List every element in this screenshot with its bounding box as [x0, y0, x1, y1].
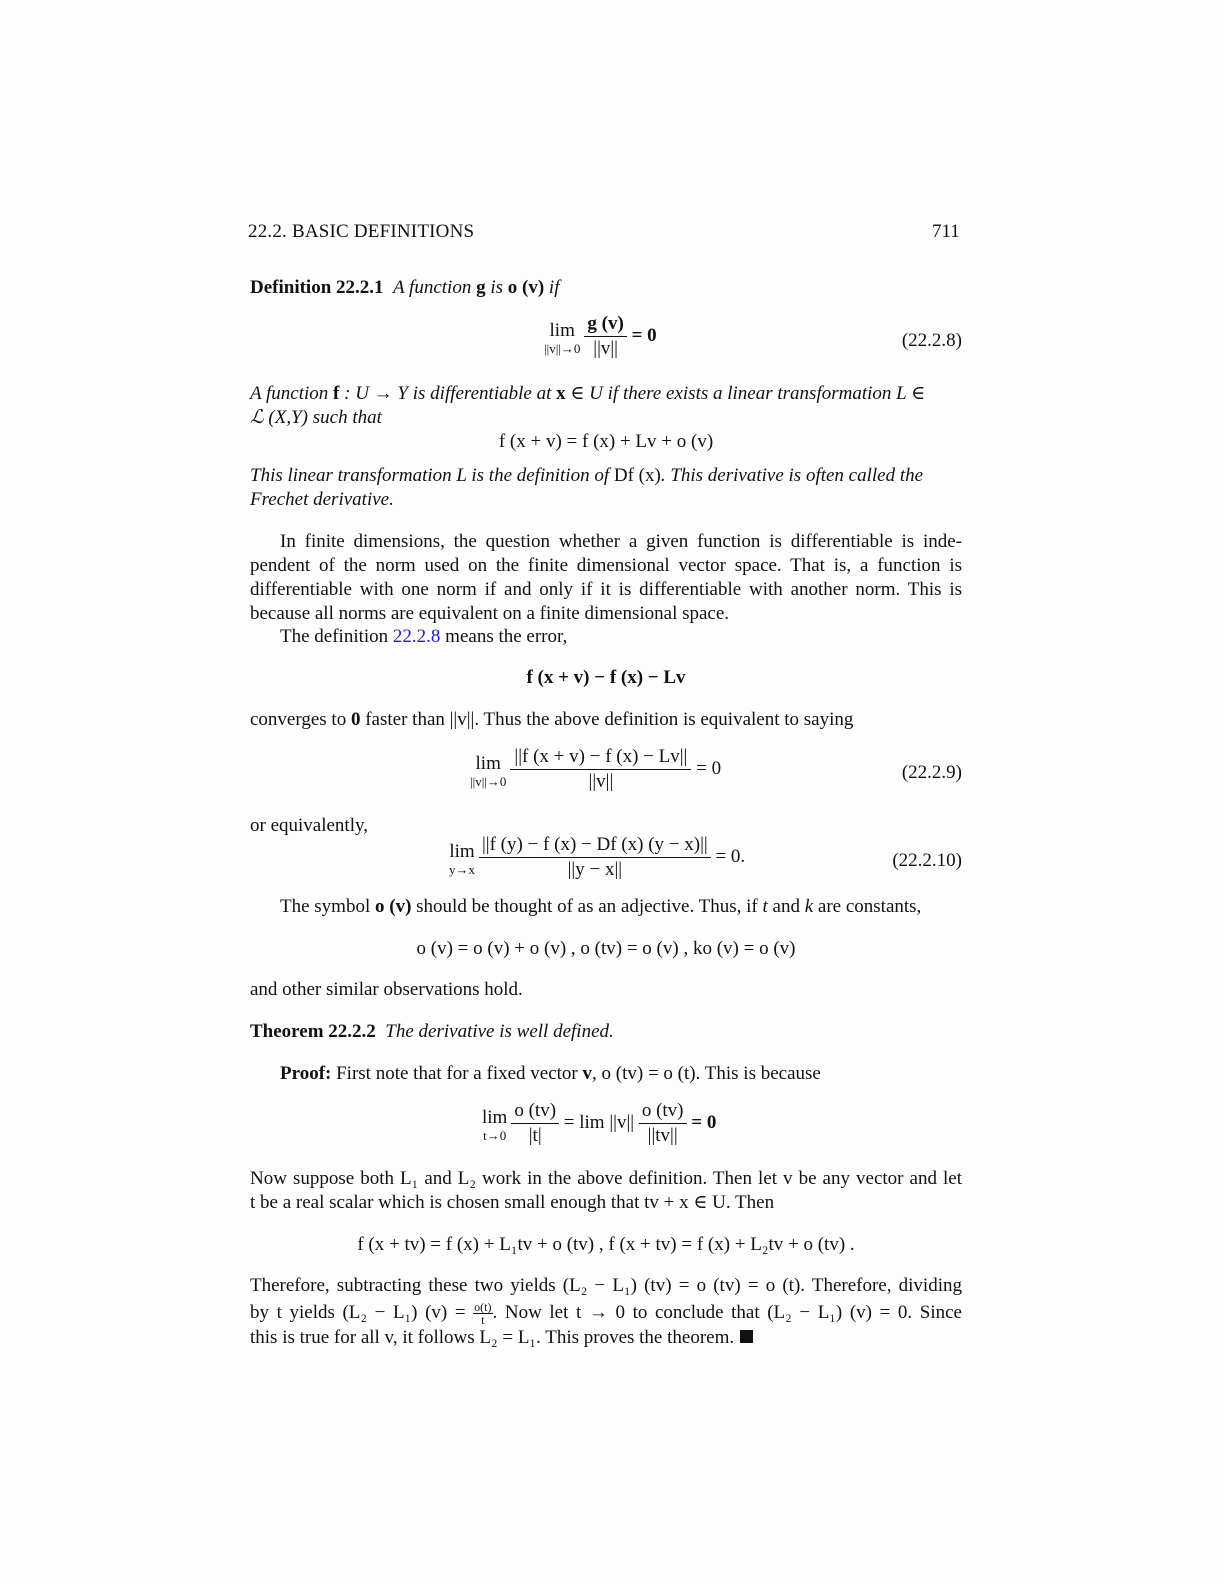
differentiability-equation: f (x + v) = f (x) + Lv + o (v)	[498, 431, 714, 452]
paragraph-line: this is true for all v, it follows L₂ = L₁. This proves the theorem.	[250, 1326, 962, 1350]
equation-number-22-2-8: (22.2.8)	[901, 330, 962, 351]
definition-label: Definition 22.2.1	[250, 277, 384, 298]
running-header: 22.2. BASIC DEFINITIONS	[248, 221, 475, 242]
two-derivatives-equation: f (x + tv) = f (x) + L₁tv + o (tv) , f (x + tv) = f (x) + L₂tv + o (tv) .	[357, 1234, 855, 1255]
error-expression: f (x + v) − f (x) − Lv	[526, 667, 686, 688]
paragraph-line: Now suppose both L₁ and L₂ work in the above definition. Then let v be any vector and let	[250, 1168, 962, 1189]
paragraph-line: and other similar observations hold.	[250, 979, 523, 1000]
equation-reference-link[interactable]: 22.2.8	[392, 626, 441, 647]
paragraph-line: In finite dimensions, the question whether a given function is differentiable is inde-	[280, 531, 962, 552]
paragraph-line: or equivalently,	[250, 815, 369, 836]
definition-line-2: A function f : U → Y is differentiable at x ∈ U if there exists a linear transformation L ∈	[250, 383, 926, 404]
definition-line-4: This linear transformation L is the definition of Df (x). This derivative is often called the	[250, 465, 924, 486]
equation-number-22-2-9: (22.2.9)	[901, 762, 962, 783]
theorem-heading: Theorem 22.2.2 The derivative is well defined.	[250, 1021, 614, 1042]
paragraph-line: converges to 0 faster than ||v||. Thus the above definition is equivalent to saying	[250, 709, 854, 730]
equation-22-2-9: lim ||v||→0 $\frac{||f (x + v) - f (x) - Lv||}{||v||}$ = 0	[470, 746, 722, 792]
paragraph-line: because all norms are equivalent on a finite dimensional space.	[250, 603, 730, 624]
page-number: 711	[932, 221, 960, 242]
proof-equation: lim t→0 $\frac{o (tv)}{|t|}$ = lim ||v|| $\frac{o (tv)}{||tv||}$ = 0	[482, 1100, 717, 1146]
equation-22-2-8: lim ||v||→0 $\frac{g (v)}{||v||}$ = 0	[544, 313, 657, 359]
paragraph-line: by t yields (L₂ − L₁) (v) = $\frac{o(t)}{t}$ . Now let t → 0 to conclude that (L₂ − L₁) (v) = 0. Since	[250, 1300, 962, 1328]
definition-heading: Definition 22.2.1 A function g is o (v) if	[250, 277, 560, 298]
definition-line-5: Frechet derivative.	[250, 489, 394, 510]
paragraph-line: pendent of the norm used on the finite dimensional vector space. That is, a function is	[250, 555, 962, 576]
paragraph-line: Therefore, subtracting these two yields (L₂ − L₁) (tv) = o (tv) = o (t). Therefore, dividing	[250, 1275, 962, 1296]
definition-line-3: ℒ (X,Y) such that	[250, 407, 382, 428]
qed-square-icon	[740, 1330, 753, 1343]
paragraph-line: differentiable with one norm if and only if it is differentiable with another norm. This is	[250, 579, 962, 600]
theorem-label: Theorem 22.2.2	[250, 1021, 376, 1042]
proof-line: Proof: First note that for a fixed vector v, o (tv) = o (t). This is because	[280, 1063, 821, 1084]
equation-22-2-10: lim y→x $\frac{||f (y) - f (x) - Df (x) (y - x)||}{||y - x||}$ = 0.	[449, 834, 746, 880]
o-notation-identities: o (v) = o (v) + o (v) , o (tv) = o (v) , ko (v) = o (v)	[416, 938, 796, 959]
paragraph-line: The definition 22.2.8 means the error,	[280, 626, 568, 647]
equation-number-22-2-10: (22.2.10)	[892, 850, 962, 871]
paragraph-line: t be a real scalar which is chosen small enough that tv + x ∈ U. Then	[250, 1192, 775, 1213]
paragraph-line: The symbol o (v) should be thought of as an adjective. Thus, if t and k are constants,	[280, 896, 922, 917]
